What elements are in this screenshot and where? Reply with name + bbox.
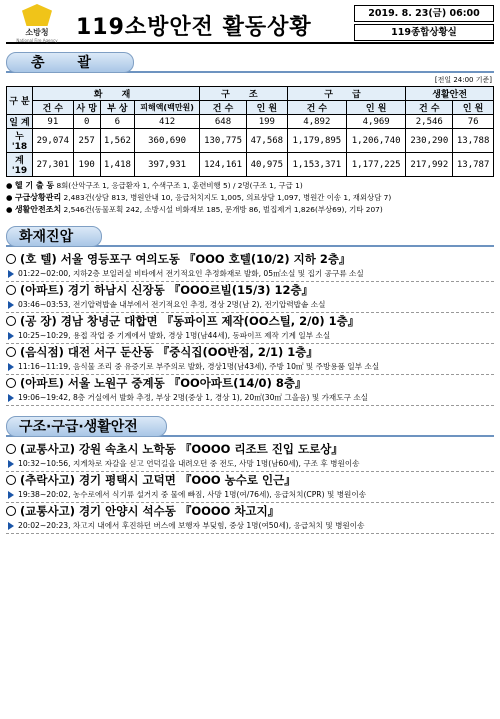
incident-heading: (공 장) 경남 창녕군 대합면 『동파이프 제작(OO스틸, 2/0) 1층』 xyxy=(20,314,360,328)
cell: 4,969 xyxy=(347,115,406,129)
info-row-helicopter: ● 헬 기 출 동 8회(산악구조 1, 응급환자 1, 수색구조 1, 훈련비행 5) / 2명(구조 1, 구급 1) xyxy=(6,181,303,190)
cell: 4,892 xyxy=(287,115,346,129)
report-date: 2019. 8. 23(금) 06:00 xyxy=(354,5,494,22)
circle-bullet-icon xyxy=(6,378,16,388)
emblem-icon xyxy=(22,4,52,26)
incident-heading: (교통사고) 강원 속초시 노학동 『OOOO 리조트 진입 도로상』 xyxy=(20,442,343,456)
list-item xyxy=(6,375,494,406)
corner-header: 구 분 xyxy=(7,87,33,115)
col-header: 인 원 xyxy=(246,101,287,115)
cell: 13,788 xyxy=(453,129,494,153)
table-row xyxy=(7,115,494,129)
incident-heading: (음식점) 대전 서구 둔산동 『중식집(OO반점, 2/1) 1층』 xyxy=(20,345,318,359)
cell: 13,787 xyxy=(453,153,494,177)
col-header: 인 원 xyxy=(453,101,494,115)
logo-subtext: National Fire Agency xyxy=(16,38,58,43)
fire-section-header xyxy=(6,226,494,247)
list-item xyxy=(6,503,494,534)
incident-detail: 10:32~10:56, 지게차로 자갈을 싣고 언덕길을 내려오던 중 전도, 사망 1명(남60세), 구조 후 병원이송 xyxy=(18,459,360,468)
arrow-right-icon xyxy=(8,363,14,371)
col-header: 건 수 xyxy=(287,101,346,115)
cell: 257 xyxy=(73,129,100,153)
cell: 124,161 xyxy=(200,153,247,177)
incident-detail: 11:16~11:19, 음식물 조리 중 유증기로 부주의로 발화, 경상1명(남43세), 주방 10㎡ 및 주방용품 일부 소실 xyxy=(18,362,380,371)
cell: 1,177,225 xyxy=(347,153,406,177)
basis-note: [전일 24:00 기준] xyxy=(434,76,492,84)
incident-heading: (교통사고) 경기 안양시 석수동 『OOOO 차고지』 xyxy=(20,504,280,518)
list-item xyxy=(6,251,494,282)
list-item xyxy=(6,282,494,313)
incident-heading: (호 텔) 서울 영등포구 여의도동 『OOO 호텔(10/2) 지하 2층』 xyxy=(20,252,351,266)
list-item xyxy=(6,441,494,472)
cell: 1,179,895 xyxy=(287,129,346,153)
cell: 230,290 xyxy=(406,129,453,153)
arrow-right-icon xyxy=(8,460,14,468)
rescue-incident-list xyxy=(6,441,494,534)
cell: 199 xyxy=(246,115,287,129)
cell: 91 xyxy=(33,115,74,129)
cell: 648 xyxy=(200,115,247,129)
arrow-right-icon xyxy=(8,394,14,402)
list-item xyxy=(6,313,494,344)
cell: 2,546 xyxy=(406,115,453,129)
circle-bullet-icon xyxy=(6,506,16,516)
circle-bullet-icon xyxy=(6,254,16,264)
cell: 6 xyxy=(100,115,134,129)
table-row xyxy=(7,153,494,177)
fire-tab: 화재진압 xyxy=(6,226,102,247)
cell: 0 xyxy=(73,115,100,129)
incident-detail: 19:38~20:02, 농수로에서 식기류 설거지 중 물에 빠짐, 사망 1명(여/76세), 응급처치(CPR) 및 병원이송 xyxy=(18,490,367,499)
col-header: 건 수 xyxy=(33,101,74,115)
summary-tab: 총 괄 xyxy=(6,52,134,73)
circle-bullet-icon xyxy=(6,316,16,326)
group-header-fire: 화 재 xyxy=(33,87,200,101)
arrow-right-icon xyxy=(8,270,14,278)
arrow-right-icon xyxy=(8,522,14,530)
cell: 397,931 xyxy=(135,153,200,177)
group-header-rescue: 구 조 xyxy=(200,87,288,101)
circle-bullet-icon xyxy=(6,475,16,485)
stats-table xyxy=(6,86,494,177)
cell: 412 xyxy=(135,115,200,129)
arrow-right-icon xyxy=(8,301,14,309)
group-header-ems: 구 급 xyxy=(287,87,406,101)
report-header xyxy=(6,4,494,44)
incident-detail: 10:25~10:29, 용접 작업 중 기계에서 발화, 경상 1명(남44세), 동파이프 제작 기계 일부 소실 xyxy=(18,331,331,340)
info-row-ems: ● 구급상황관리 2,483건(상담 813, 병원안내 10, 응급처치지도 1,005, 의료상담 1,097, 병원간 이송 1, 재외상담 7) xyxy=(6,193,392,202)
cell: 190 xyxy=(73,153,100,177)
logo xyxy=(8,4,66,42)
col-header: 사 망 xyxy=(73,101,100,115)
fire-incident-list xyxy=(6,251,494,406)
row-label: 누 '18 xyxy=(7,129,33,153)
incident-heading: (아파트) 서울 노원구 중계동 『OO아파트(14/0) 8층』 xyxy=(20,376,307,390)
incident-detail: 01:22~02:00, 지하2층 보일러실 비타에서 전기적요인 추정화재로 발화, 05㎡소실 및 집기 공구류 소실 xyxy=(18,269,364,278)
col-header: 인 원 xyxy=(347,101,406,115)
incident-heading: (아파트) 경기 하남시 신장동 『OOO르빌(15/3) 12층』 xyxy=(20,283,314,297)
col-header: 피해액(백만원) xyxy=(135,101,200,115)
circle-bullet-icon xyxy=(6,285,16,295)
list-item xyxy=(6,344,494,375)
cell: 1,206,740 xyxy=(347,129,406,153)
col-header: 건 수 xyxy=(200,101,247,115)
logo-text: 소방청 xyxy=(25,28,49,37)
date-box xyxy=(354,5,494,41)
list-item xyxy=(6,472,494,503)
cell: 76 xyxy=(453,115,494,129)
cell: 47,568 xyxy=(246,129,287,153)
arrow-right-icon xyxy=(8,332,14,340)
row-label: 계 '19 xyxy=(7,153,33,177)
cell: 1,562 xyxy=(100,129,134,153)
cell: 1,153,371 xyxy=(287,153,346,177)
col-header: 건 수 xyxy=(406,101,453,115)
circle-bullet-icon xyxy=(6,347,16,357)
rescue-tab: 구조·구급·생활안전 xyxy=(6,416,167,437)
group-header-safety: 생활안전 xyxy=(406,87,494,101)
table-row xyxy=(7,129,494,153)
cell: 360,690 xyxy=(135,129,200,153)
incident-detail: 19:06~19:42, 8층 거실에서 발화 추정, 부상 2명(중상 1, 경상 1), 20㎡(30㎡ 그을음) 및 가재도구 소실 xyxy=(18,393,368,402)
row-label: 일 계 xyxy=(7,115,33,129)
rescue-section-header xyxy=(6,416,494,437)
incident-detail: 03:46~03:53, 전기압력밥솥 내부에서 전기적요인 추정, 경상 2명(남 2), 전기압력밥솥 소실 xyxy=(18,300,326,309)
circle-bullet-icon xyxy=(6,444,16,454)
summary-info-list xyxy=(6,180,494,216)
cell: 27,301 xyxy=(33,153,74,177)
cell: 217,992 xyxy=(406,153,453,177)
cell: 1,418 xyxy=(100,153,134,177)
info-row-safety: ● 생활안전조치 2,546건(동물포획 242, 소방시설 비화재보 185, 문개방 86, 벌집제거 1,826(부상69), 기타 207) xyxy=(6,205,383,214)
incident-detail: 20:02~20:23, 차고지 내에서 후진하던 버스에 보행자 부딪힘, 중상 1명(여50세), 응급처치 및 병원이송 xyxy=(18,521,365,530)
cell: 29,074 xyxy=(33,129,74,153)
report-dept: 119종합상황실 xyxy=(354,24,494,41)
col-header: 부 상 xyxy=(100,101,134,115)
incident-heading: (추락사고) 경기 평택시 고덕면 『OOO 농수로 인근』 xyxy=(20,473,296,487)
arrow-right-icon xyxy=(8,491,14,499)
summary-section-header xyxy=(6,52,494,73)
report-title: 119소방안전 활동상황 xyxy=(76,15,312,40)
cell: 40,975 xyxy=(246,153,287,177)
cell: 130,775 xyxy=(200,129,247,153)
